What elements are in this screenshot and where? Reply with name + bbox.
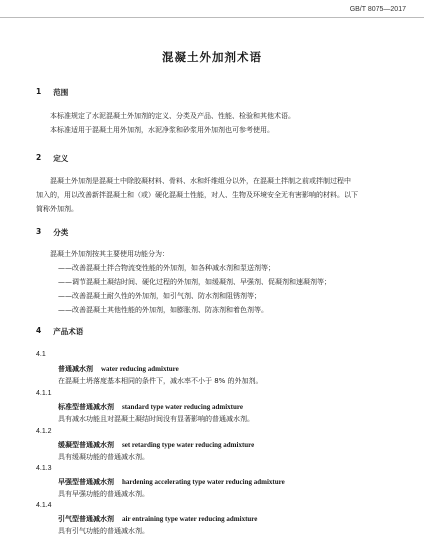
section-heading-scope xyxy=(36,87,68,98)
term-name-zh: 普通减水剂 xyxy=(58,365,93,373)
section-title: 产品术语 xyxy=(53,327,84,336)
section-number: 1 xyxy=(36,87,42,96)
classification-item: ——调节混凝土凝结时间、硬化过程的外加剂，如缓凝剂、早强剂、促凝剂和速凝剂等； xyxy=(58,278,331,286)
section-number: 2 xyxy=(36,153,42,162)
document-title: 混凝土外加剂术语 xyxy=(162,50,262,64)
term-definition: 具有早强功能的普通减水剂。 xyxy=(58,490,149,498)
section-heading-terms xyxy=(36,326,83,337)
term-name-en: hardening accelerating type water reducing admixture xyxy=(122,478,285,486)
section-heading-classification xyxy=(36,227,68,238)
standard-code: GB/T 8075—2017 xyxy=(349,6,406,13)
term-number: 4.1.3 xyxy=(36,465,52,472)
term-name xyxy=(58,440,254,450)
term-name xyxy=(58,364,179,374)
term-name-en: set retarding type water reducing admixture xyxy=(122,441,255,449)
section-title: 范围 xyxy=(53,88,69,97)
classification-intro: 混凝土外加剂按其主要使用功能分为： xyxy=(50,250,169,258)
term-number: 4.1.2 xyxy=(36,428,52,435)
term-name xyxy=(58,477,285,487)
term-name-zh: 引气型普通减水剂 xyxy=(58,515,114,523)
header-rule xyxy=(0,17,424,18)
scope-paragraph: 本标准适用于混凝土用外加剂，水泥净浆和砂浆用外加剂也可参考使用。 xyxy=(50,126,274,134)
term-name-zh: 缓凝型普通减水剂 xyxy=(58,441,114,449)
term-number: 4.1 xyxy=(36,351,46,358)
definition-line: 加入的，用以改善新拌混凝土和（或）硬化混凝土性能，对人、生物及环境安全无有害影响的材料。以下 xyxy=(36,191,358,199)
term-name-en: water reducing admixture xyxy=(101,365,179,373)
section-number: 4 xyxy=(36,326,42,335)
term-name xyxy=(58,514,257,524)
section-title: 定义 xyxy=(53,154,69,163)
term-definition: 具有缓凝功能的普通减水剂。 xyxy=(58,453,149,461)
term-name-en: air entraining type water reducing admixture xyxy=(122,515,258,523)
term-name xyxy=(58,402,243,412)
term-name-zh: 标准型普通减水剂 xyxy=(58,403,114,411)
definition-line: 混凝土外加剂是混凝土中除胶凝材料、骨料、水和纤维组分以外，在混凝土拌制之前或拌制过程中 xyxy=(50,177,351,185)
section-heading-definition xyxy=(36,153,68,164)
term-definition: 在混凝土坍落度基本相同的条件下，减水率不小于 8% 的外加剂。 xyxy=(58,377,263,385)
definition-line: 简称外加剂。 xyxy=(36,205,78,213)
classification-item: ——改善混凝土耐久性的外加剂，如引气剂、防水剂和阻锈剂等； xyxy=(58,292,261,300)
term-name-zh: 早强型普通减水剂 xyxy=(58,478,114,486)
classification-item: ——改善混凝土其他性能的外加剂，如膨胀剂、防冻剂和着色剂等。 xyxy=(58,306,268,314)
term-number: 4.1.1 xyxy=(36,390,52,397)
section-number: 3 xyxy=(36,227,42,236)
classification-item: ——改善混凝土拌合物流变性能的外加剂，如各种减水剂和泵送剂等； xyxy=(58,264,275,272)
term-name-en: standard type water reducing admixture xyxy=(122,403,243,411)
section-title: 分类 xyxy=(53,228,69,237)
scope-paragraph: 本标准规定了水泥混凝土外加剂的定义、分类及产品、性能、检验和其他术语。 xyxy=(50,112,295,120)
term-definition: 具有引气功能的普通减水剂。 xyxy=(58,527,149,535)
term-definition: 具有减水功能且对混凝土凝结时间没有显著影响的普通减水剂。 xyxy=(58,415,254,423)
term-number: 4.1.4 xyxy=(36,502,52,509)
